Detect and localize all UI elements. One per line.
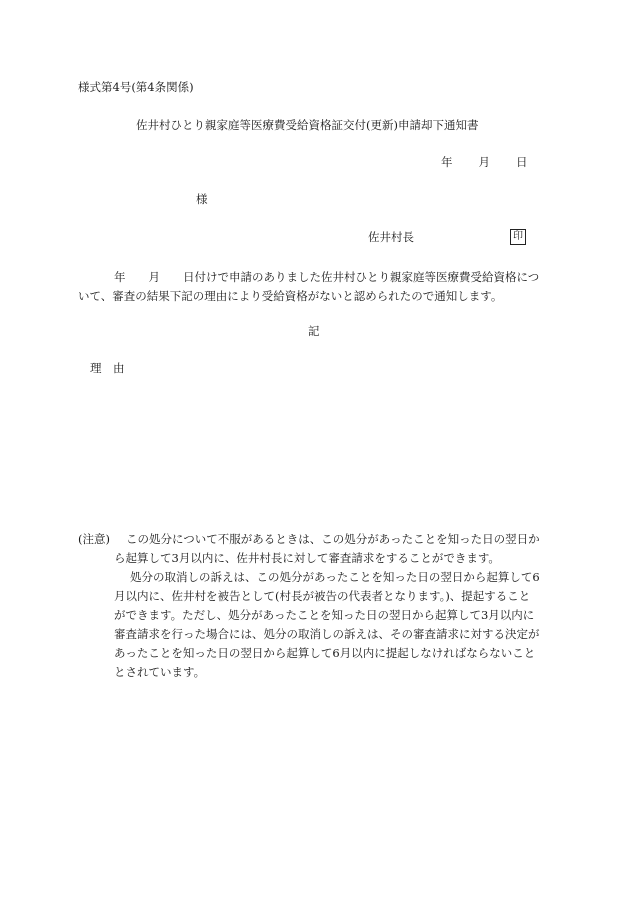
addressee-suffix: 様 (196, 192, 208, 206)
caution-line: 月以内に、佐井村を被告として(村長が被告の代表者となります。)、提起すること (114, 589, 531, 603)
caution-line: 審査請求を行った場合には、処分の取消しの訴えは、その審査請求に対する決定が (114, 627, 540, 641)
caution-line: あったことを知った日の翌日から起算して6月以内に提起しなければならないこと (114, 646, 536, 660)
caution-line: とされています。 (114, 665, 206, 679)
date-day: 日 (516, 155, 528, 169)
notice-body-line: いて、審査の結果下記の理由により受給資格がないと認められたので通知します。 (78, 289, 503, 303)
issuer-name: 佐井村長 (368, 230, 414, 244)
caution-line: この処分について不服があるときは、この処分があったことを知った日の翌日か (126, 532, 540, 546)
caution-line: ら起算して3月以内に、佐井村長に対して審査請求をすることができます。 (114, 551, 500, 565)
caution-label: (注意) (78, 532, 110, 546)
caution-note (78, 530, 558, 682)
notice-body-line: 年 月 日付けで申請のありました佐井村ひとり親家庭等医療費受給資格につ (114, 270, 540, 284)
date-year: 年 (441, 155, 453, 169)
notice-body (78, 268, 548, 306)
date-line (441, 157, 528, 169)
caution-line: ができます。ただし、処分があったことを知った日の翌日から起算して3月以内に (114, 608, 535, 622)
date-month: 月 (478, 155, 490, 169)
document-title: 佐井村ひとり親家庭等医療費受給資格証交付(更新)申請却下通知書 (136, 118, 479, 132)
ki-heading: 記 (308, 324, 320, 338)
reason-label: 理 由 (90, 361, 125, 375)
seal-mark: 印 (510, 229, 526, 245)
caution-line: 処分の取消しの訴えは、この処分があったことを知った日の翌日から起算して6 (130, 570, 540, 584)
form-number: 様式第4号(第4条関係) (78, 80, 194, 94)
